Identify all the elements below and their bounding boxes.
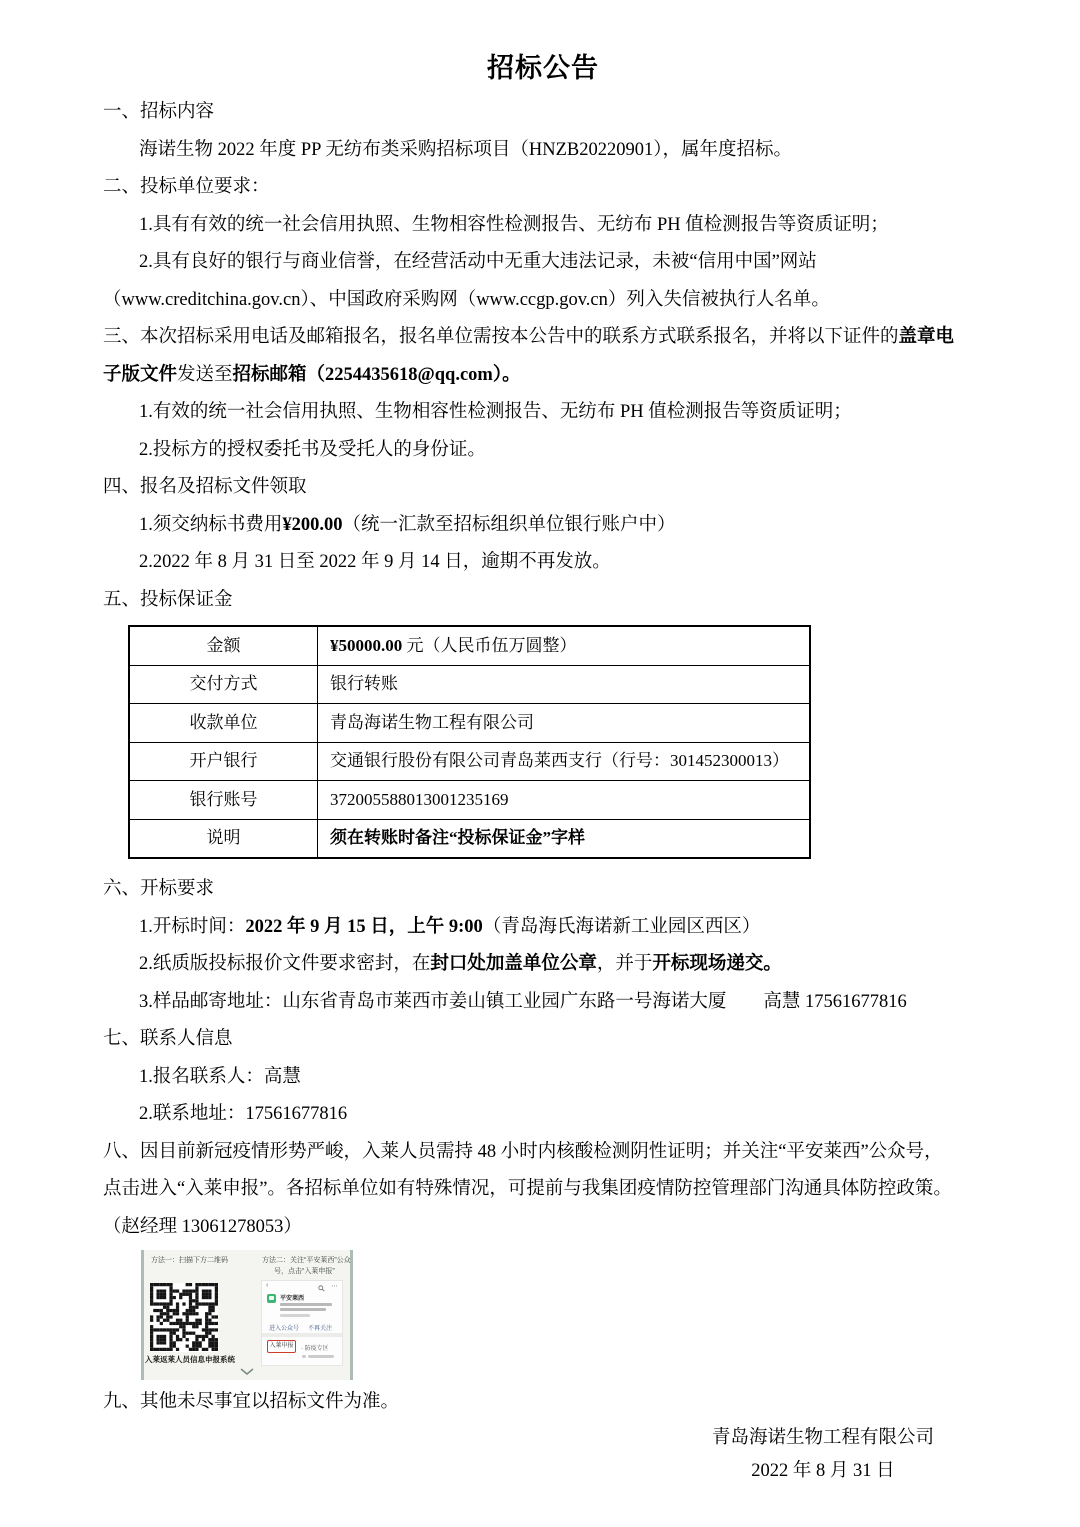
table-row-payment-method — [129, 665, 810, 704]
table-row-payee — [129, 704, 810, 743]
section-6-item-1 — [103, 909, 983, 947]
text-segment: 封口处加盖单位公章 — [430, 954, 597, 974]
row-label: 金额 — [129, 626, 318, 665]
row-value — [318, 819, 811, 858]
section-8-line-1: 八、因目前新冠疫情形势严峻，入莱人员需持 48 小时内核酸检测阴性证明；并关注“平安莱西”公众号， — [103, 1141, 943, 1162]
section-6-item-3: 3.样品邮寄地址：山东省青岛市莱西市姜山镇工业园广东路一号海诺大厦 高慧 17561677816 — [139, 991, 907, 1012]
signature-date: 2022 年 8 月 31 日 — [751, 1460, 895, 1481]
method-2-label-line-1: 方法二：关注“平安莱西”公众 — [262, 1257, 351, 1264]
section-7-heading: 七、联系人信息 — [103, 1029, 233, 1049]
method-2-label-line-2: 号，点击“入莱申报” — [274, 1268, 335, 1275]
text-segment: 2.纸质版投标报价文件要求密封，在 — [139, 954, 431, 974]
row-label: 收款单位 — [129, 704, 318, 743]
section-2-heading: 二、投标单位要求： — [103, 177, 270, 197]
watermark-bar — [302, 1355, 306, 1358]
section-4-item-2: 2.2022 年 8 月 31 日至 2022 年 9 月 14 日，逾期不再发放。 — [139, 552, 611, 572]
signature-company: 青岛海诺生物工程有限公司 — [711, 1427, 934, 1448]
text-segment: 发送至 — [177, 364, 233, 385]
qr-caption: 入莱返莱人员信息申报系统 — [145, 1355, 235, 1364]
entry-declare-button: 入莱申报 — [267, 1340, 296, 1353]
text-segment: ，并于 — [596, 954, 653, 974]
text-segment: 招标邮箱（2254435618@qq.com）。 — [232, 364, 521, 385]
row-value — [318, 781, 811, 820]
text-segment: ¥200.00 — [282, 514, 343, 535]
qr-code-image — [150, 1283, 218, 1352]
text-segment: 青岛海诺生物工程有限公司 — [330, 712, 534, 732]
section-6-item-2 — [103, 946, 983, 984]
watermark-bar — [308, 1355, 334, 1358]
zone-label: 防疫专区 — [304, 1346, 329, 1352]
row-value — [318, 665, 811, 704]
text-segment: 2022 年 9 月 15 日，上午 9:00 — [245, 916, 483, 937]
text-segment: 三、本次招标采用电话及邮箱报名，报名单位需按本公告中的联系方式联系报名，并将以下证件的 — [103, 327, 899, 347]
row-value — [318, 742, 811, 781]
account-description-bar — [280, 1303, 332, 1306]
text-segment: ¥50000.00 — [330, 635, 403, 655]
bid-bond-table — [128, 625, 811, 859]
text-segment: 盖章电 — [898, 327, 955, 347]
page-title: 招标公告 — [487, 53, 599, 83]
wechat-screenshot — [261, 1280, 343, 1366]
section-8-line-3: （赵经理 13061278053） — [103, 1216, 302, 1237]
text-segment: （统一汇款至招标组织单位银行账户中） — [342, 514, 676, 535]
table-row-bank — [129, 742, 810, 781]
section-3-item-1: 1.有效的统一社会信用执照、生物相容性检测报告、无纺布 PH 值检测报告等资质证明； — [139, 402, 852, 422]
section-2-item-2-line-2: （www.creditchina.gov.cn）、中国政府采购网（www.ccgp.gov.cn）列入失信被执行人名单。 — [103, 289, 830, 310]
text-segment: 开标现场递交。 — [652, 954, 782, 974]
text-segment: 子版文件 — [103, 364, 178, 385]
section-4-item-1 — [103, 507, 983, 545]
section-1-body: 海诺生物 2022 年度 PP 无纺布类采购招标项目（HNZB20220901），属年度招标。 — [139, 139, 793, 160]
text-segment: 银行转账 — [330, 674, 398, 694]
signature-block — [673, 1422, 973, 1488]
text-segment: 须在转账时备注“投标保证金”字样 — [330, 828, 585, 848]
account-name: 平安莱西 — [280, 1296, 305, 1302]
enter-account-button: 进入公众号 — [269, 1326, 300, 1332]
text-segment: 372005588013001235169 — [330, 789, 509, 809]
table-row-note — [129, 819, 810, 858]
table-row-account — [129, 781, 810, 820]
section-8-line-2: 点击进入“入莱申报”。各招标单位如有特殊情况，可提前与我集团疫情防控管理部门沟通具体防控政策。 — [103, 1179, 952, 1199]
row-label: 交付方式 — [129, 665, 318, 704]
row-value — [318, 626, 811, 665]
section-3-line-1 — [103, 319, 983, 357]
account-avatar — [267, 1294, 276, 1303]
screenshot-right-edge — [350, 1250, 353, 1380]
divider — [262, 1333, 342, 1337]
text-segment: 1.须交纳标书费用 — [139, 514, 283, 535]
text-segment: 1.开标时间： — [139, 916, 246, 937]
section-7-item-1: 1.报名联系人：高慧 — [139, 1066, 301, 1087]
section-7-item-2: 2.联系地址：17561677816 — [139, 1104, 348, 1124]
section-6-heading: 六、开标要求 — [103, 879, 215, 899]
chevron-down-icon — [240, 1368, 254, 1376]
account-description-bar — [280, 1308, 326, 1311]
section-4-heading: 四、报名及招标文件领取 — [103, 477, 307, 497]
text-segment: 元（人民币伍万圆整） — [402, 635, 577, 655]
method-1-label: 方法一：扫描下方二维码 — [151, 1257, 228, 1264]
section-5-heading: 五、投标保证金 — [103, 589, 233, 610]
row-label: 说明 — [129, 819, 318, 858]
unfollow-button: 不再关注 — [308, 1326, 333, 1332]
text-segment: （青岛海氏海诺新工业园区西区） — [482, 916, 761, 937]
section-1-heading: 一、招标内容 — [103, 102, 215, 122]
epidemic-zone-button — [301, 1343, 329, 1352]
row-label: 开户银行 — [129, 742, 318, 781]
attachment-screenshot — [141, 1250, 353, 1380]
row-label: 银行账号 — [129, 781, 318, 820]
section-2-item-2-line-1: 2.具有良好的银行与商业信誉，在经营活动中无重大违法记录，未被“信用中国”网站 — [139, 252, 817, 272]
search-icon — [318, 1285, 325, 1292]
table-row-amount — [129, 626, 810, 665]
back-icon: ‹ — [266, 1282, 269, 1289]
dot-separator: · — [301, 1346, 303, 1352]
text-segment: 交通银行股份有限公司青岛莱西支行（行号：301452300013） — [330, 751, 789, 771]
screenshot-left-edge — [141, 1250, 144, 1380]
more-icon: ⋯ — [331, 1283, 338, 1290]
section-3-line-2 — [103, 357, 983, 395]
section-3-item-2: 2.投标方的授权委托书及受托人的身份证。 — [139, 439, 486, 460]
account-meta-bar — [280, 1314, 310, 1317]
section-2-item-1: 1.具有有效的统一社会信用执照、生物相容性检测报告、无纺布 PH 值检测报告等资质证明； — [139, 214, 889, 235]
section-9-heading: 九、其他未尽事宜以招标文件为准。 — [103, 1392, 400, 1412]
row-value — [318, 704, 811, 743]
